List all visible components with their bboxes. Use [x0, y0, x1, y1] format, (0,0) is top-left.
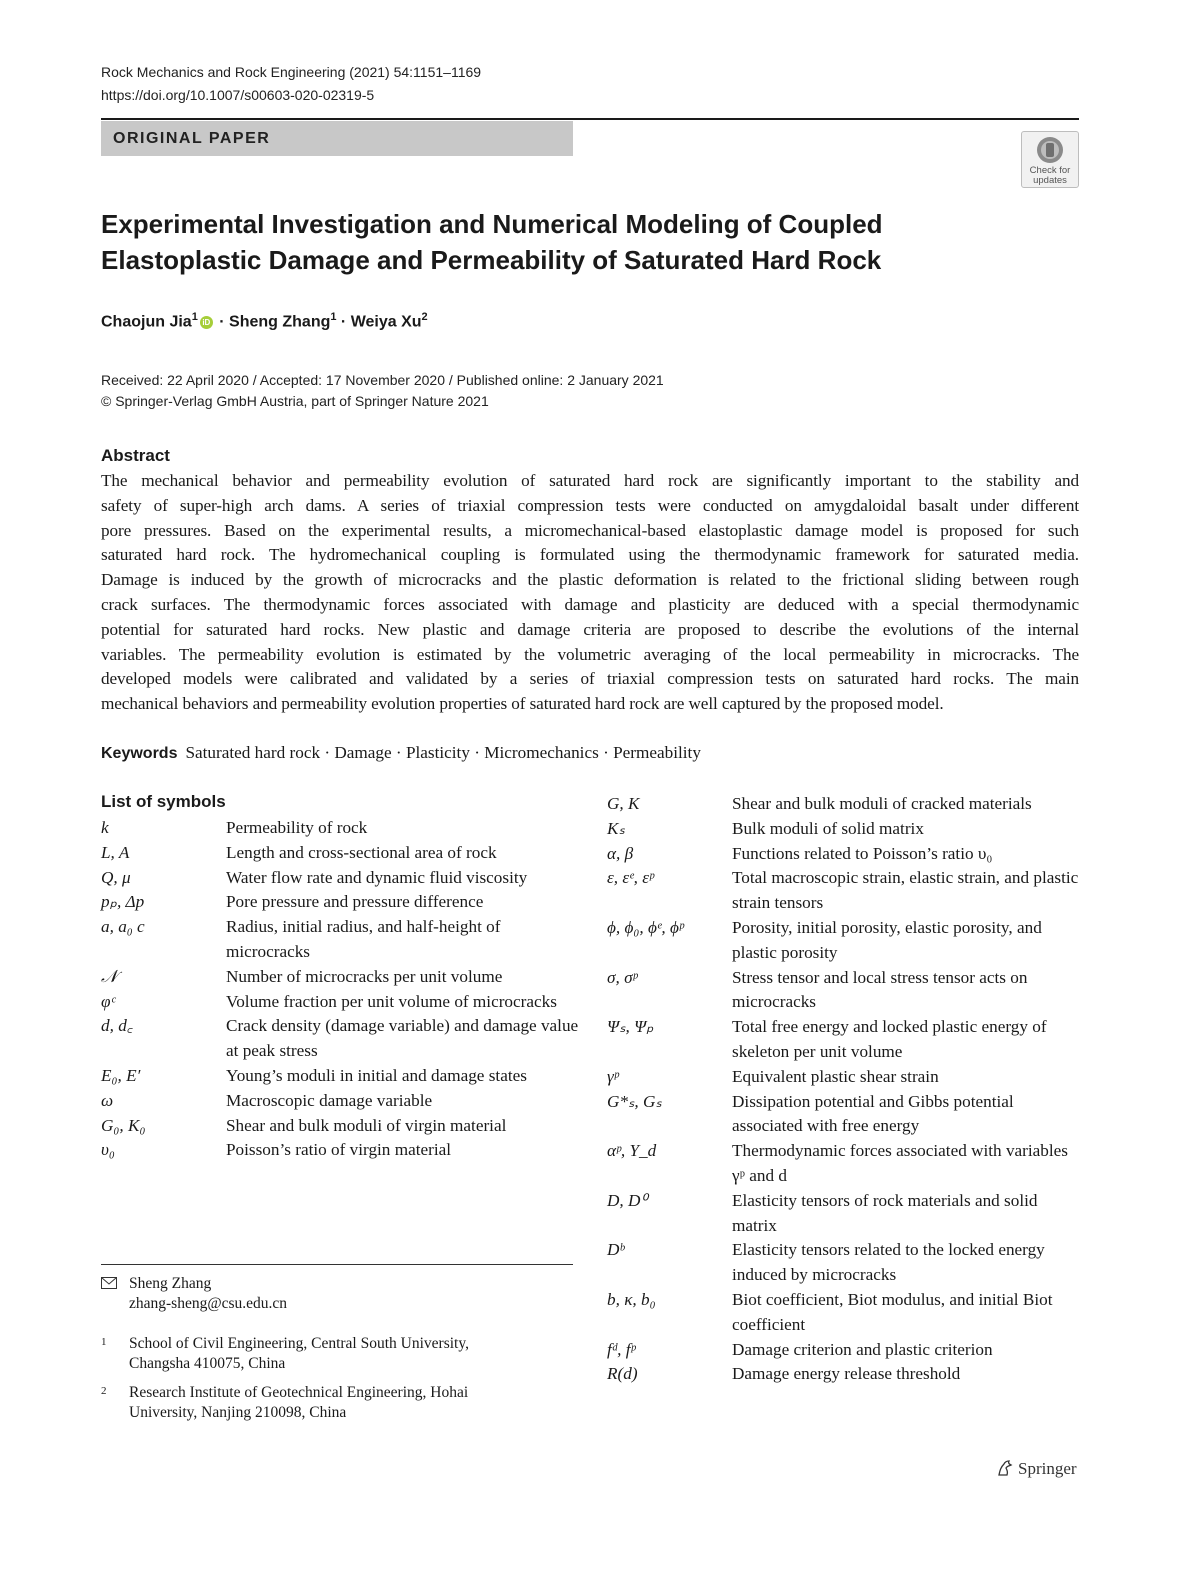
symbol-row [101, 841, 581, 866]
symbol: fᵈ, fᵖ [607, 1339, 636, 1359]
author-affil: 1 [191, 311, 198, 323]
symbol-definition: Elasticity tensors related to the locked energy induced by microcracks [732, 1240, 1045, 1285]
symbol-row [607, 1065, 1079, 1090]
symbol: d, d꜀ [101, 1016, 133, 1036]
symbol: G*ₛ, Gₛ [607, 1091, 662, 1111]
section-label: ORIGINAL PAPER [101, 121, 573, 156]
affil-line: Changsha 410075, China [129, 1355, 286, 1372]
symbol-row [607, 817, 1079, 842]
check-for-updates-badge[interactable] [1021, 131, 1079, 188]
symbol-definition: Pore pressure and pressure difference [226, 892, 484, 912]
symbol-definition: Functions related to Poisson’s ratio υ₀ [732, 843, 993, 863]
dates-line: Received: 22 April 2020 / Accepted: 17 November 2020 / Published online: 2 January 2021 [101, 372, 664, 388]
author-separator: · [336, 313, 351, 331]
symbol: L, A [101, 842, 130, 862]
symbol: Q, μ [101, 867, 131, 887]
symbol-definition: Water flow rate and dynamic fluid viscosity [226, 867, 528, 887]
abstract-line: developed models were calibrated and validated by a series of triaxial compression tests on saturated hard rocks. The main [101, 669, 1079, 689]
abstract-line: variables. The permeability evolution is estimated by the volumetric averaging of the local permeability in microcracks. The [101, 644, 1079, 664]
affil-number: 1 [101, 1336, 107, 1348]
symbol: φᶜ [101, 991, 116, 1011]
symbol-row [607, 1238, 1079, 1288]
affil-line: School of Civil Engineering, Central South University, [129, 1335, 469, 1352]
abstract-line: crack surfaces. The thermodynamic forces associated with damage and plasticity are deduced with a special thermodynamic [101, 594, 1079, 614]
symbol: υ₀ [101, 1140, 115, 1160]
symbol-row [607, 1189, 1079, 1239]
symbol-row [101, 915, 581, 965]
symbol-row [607, 966, 1079, 1016]
symbol-row [607, 1139, 1079, 1189]
symbol-row [607, 1288, 1079, 1338]
keywords-label: Keywords [101, 745, 178, 762]
abstract-heading: Abstract [101, 446, 170, 465]
symbol-definition: Crack density (damage variable) and damage value at peak stress [226, 1016, 579, 1061]
keywords [101, 743, 701, 763]
symbol: Ψₛ, Ψₚ [607, 1017, 654, 1037]
symbol-definition: Bulk moduli of solid matrix [732, 818, 924, 838]
header-rule [101, 118, 1079, 120]
symbol: σ, σᵖ [607, 967, 638, 987]
symbol-row [101, 1014, 581, 1064]
symbol-row [607, 1090, 1079, 1140]
paper-title [101, 206, 1061, 278]
symbol: γᵖ [607, 1066, 619, 1086]
symbol: ω [101, 1090, 114, 1110]
symbol: ϕ, ϕ₀, ϕᵉ, ϕᵖ [607, 917, 684, 937]
symbol-definition: Radius, initial radius, and half-height of microcracks [226, 917, 501, 961]
affiliation-1 [101, 1334, 573, 1374]
affiliation-2 [101, 1383, 573, 1423]
symbol-row [101, 1064, 581, 1089]
title-line-2: Elastoplastic Damage and Permeability of Saturated Hard Rock [101, 245, 882, 275]
symbol-row [607, 866, 1079, 916]
symbol-definition: Number of microcracks per unit volume [226, 966, 503, 986]
affil-line: University, Nanjing 210098, China [129, 1404, 347, 1421]
check-updates-text-2: updates [1033, 175, 1067, 186]
publisher-name: Springer [1018, 1459, 1077, 1478]
symbol-definition: Permeability of rock [226, 818, 368, 837]
title-line-1: Experimental Investigation and Numerical Modeling of Coupled [101, 209, 883, 239]
author-list [101, 311, 428, 331]
symbol-definition: Biot coefficient, Biot modulus, and initial Biot coefficient [732, 1289, 1053, 1334]
check-updates-icon [1035, 135, 1065, 165]
symbol: Dᵇ [607, 1240, 625, 1260]
symbol-definition: Young’s moduli in initial and damage states [226, 1065, 527, 1085]
symbol-definition: Total macroscopic strain, elastic strain, and plastic strain tensors [732, 868, 1079, 913]
symbol-definition: Damage energy release threshold [732, 1364, 961, 1384]
author-name[interactable]: Weiya Xu [350, 313, 422, 331]
symbols-heading: List of symbols [101, 792, 226, 811]
symbol: E₀, E′ [101, 1065, 141, 1085]
journal-reference: Rock Mechanics and Rock Engineering (2021) 54:1151–1169 [101, 64, 482, 80]
symbol-definition: Stress tensor and local stress tensor acts on microcracks [732, 967, 1028, 1012]
affil-number: 2 [101, 1385, 107, 1397]
footnote-rule [101, 1264, 573, 1265]
symbol-definition: Thermodynamic forces associated with variables γᵖ and d [732, 1141, 1068, 1185]
corr-email[interactable]: zhang-sheng@csu.edu.cn [129, 1295, 288, 1312]
abstract-line: pore pressures. Based on the experimental results, a micromechanical-based elastoplastic damage model is proposed for such [101, 520, 1079, 540]
author-name[interactable]: Sheng Zhang [229, 313, 331, 331]
abstract-line: potential for saturated hard rocks. New plastic and damage criteria are proposed to describe the evolutions of the internal [101, 619, 1079, 639]
symbol-row [101, 1114, 581, 1139]
keywords-text: Saturated hard rock · Damage · Plasticity · Micromechanics · Permeability [185, 743, 701, 762]
symbol: G, K [607, 794, 640, 813]
check-updates-text-1: Check for [1029, 165, 1071, 176]
symbol-row [101, 866, 581, 891]
symbol-definition: Shear and bulk moduli of virgin material [226, 1115, 507, 1135]
corresponding-author [101, 1274, 287, 1314]
symbol: ε, εᵉ, εᵖ [607, 868, 654, 888]
symbol: a, a₀ c [101, 917, 145, 937]
symbol-definition: Poisson’s ratio of virgin material [226, 1140, 452, 1160]
symbol-row [101, 990, 581, 1015]
symbol: G₀, K₀ [101, 1115, 146, 1135]
symbol-definition: Volume fraction per unit volume of microcracks [226, 991, 557, 1011]
symbol-definition: Total free energy and locked plastic energy of skeleton per unit volume [732, 1017, 1047, 1061]
publisher-logo [995, 1458, 1077, 1479]
symbol-row [101, 965, 581, 990]
symbol-definition: Shear and bulk moduli of cracked materials [732, 794, 1032, 813]
symbol: R(d) [607, 1364, 638, 1384]
symbol-row [607, 1362, 1079, 1387]
abstract-line: The mechanical behavior and permeability evolution of saturated hard rock are significantly important to the stability and [101, 471, 1079, 490]
symbol-row [607, 1338, 1079, 1363]
author-affil: 2 [421, 311, 428, 323]
symbols-table-right [607, 792, 1079, 1387]
symbol-row [101, 816, 581, 841]
corr-name: Sheng Zhang [129, 1275, 212, 1292]
author-separator: · [214, 313, 230, 331]
symbol-row [607, 792, 1079, 817]
symbol: α, β [607, 843, 634, 863]
abstract-line: mechanical behaviors and permeability evolution properties of saturated hard rock are well captured by the proposed model. [101, 694, 944, 714]
affil-line: Research Institute of Geotechnical Engineering, Hohai [129, 1384, 469, 1401]
abstract-body [101, 469, 1079, 717]
symbol: pₚ, Δp [101, 892, 145, 912]
symbol: b, κ, b₀ [607, 1289, 656, 1309]
symbol-row [607, 916, 1079, 966]
symbol: αᵖ, Y_d [607, 1141, 657, 1161]
symbol-definition: Length and cross-sectional area of rock [226, 842, 497, 862]
publication-dates [101, 370, 664, 412]
symbol-definition: Equivalent plastic shear strain [732, 1066, 939, 1086]
symbol-definition: Elasticity tensors of rock materials and solid matrix [732, 1190, 1038, 1235]
author-affil: 1 [330, 311, 337, 323]
envelope-icon [101, 1277, 117, 1289]
orcid-icon[interactable]: iD [200, 316, 213, 329]
symbol: k [101, 818, 109, 837]
abstract-line: safety of super-high arch dams. A series of triaxial compression tests were conducted on amygdaloidal basalt under different [101, 495, 1079, 515]
abstract-line: saturated hard rock. The hydromechanical coupling is formulated using the thermodynamic framework for saturated media. [101, 545, 1079, 565]
springer-horse-icon [995, 1458, 1015, 1478]
author-name[interactable]: Chaojun Jia [101, 313, 192, 331]
symbol-row [607, 842, 1079, 867]
symbol-definition: Damage criterion and plastic criterion [732, 1339, 993, 1359]
symbol-row [101, 890, 581, 915]
symbol-row [607, 1015, 1079, 1065]
symbol: Kₛ [607, 818, 625, 838]
symbol-definition: Macroscopic damage variable [226, 1090, 433, 1110]
symbol: 𝒩 [101, 966, 118, 986]
symbols-table-left [101, 816, 581, 1163]
copyright-line: © Springer-Verlag GmbH Austria, part of Springer Nature 2021 [101, 393, 489, 409]
symbol: D, D⁰ [607, 1190, 648, 1210]
symbol-row [101, 1089, 581, 1114]
symbol-definition: Porosity, initial porosity, elastic porosity, and plastic porosity [732, 917, 1042, 962]
abstract-line: Damage is induced by the growth of microcracks and the plastic deformation is related to the frictional sliding between rough [101, 570, 1079, 590]
symbol-definition: Dissipation potential and Gibbs potential associated with free energy [732, 1091, 1014, 1136]
symbol-row [101, 1138, 581, 1163]
doi-link[interactable]: https://doi.org/10.1007/s00603-020-02319-5 [101, 87, 375, 103]
